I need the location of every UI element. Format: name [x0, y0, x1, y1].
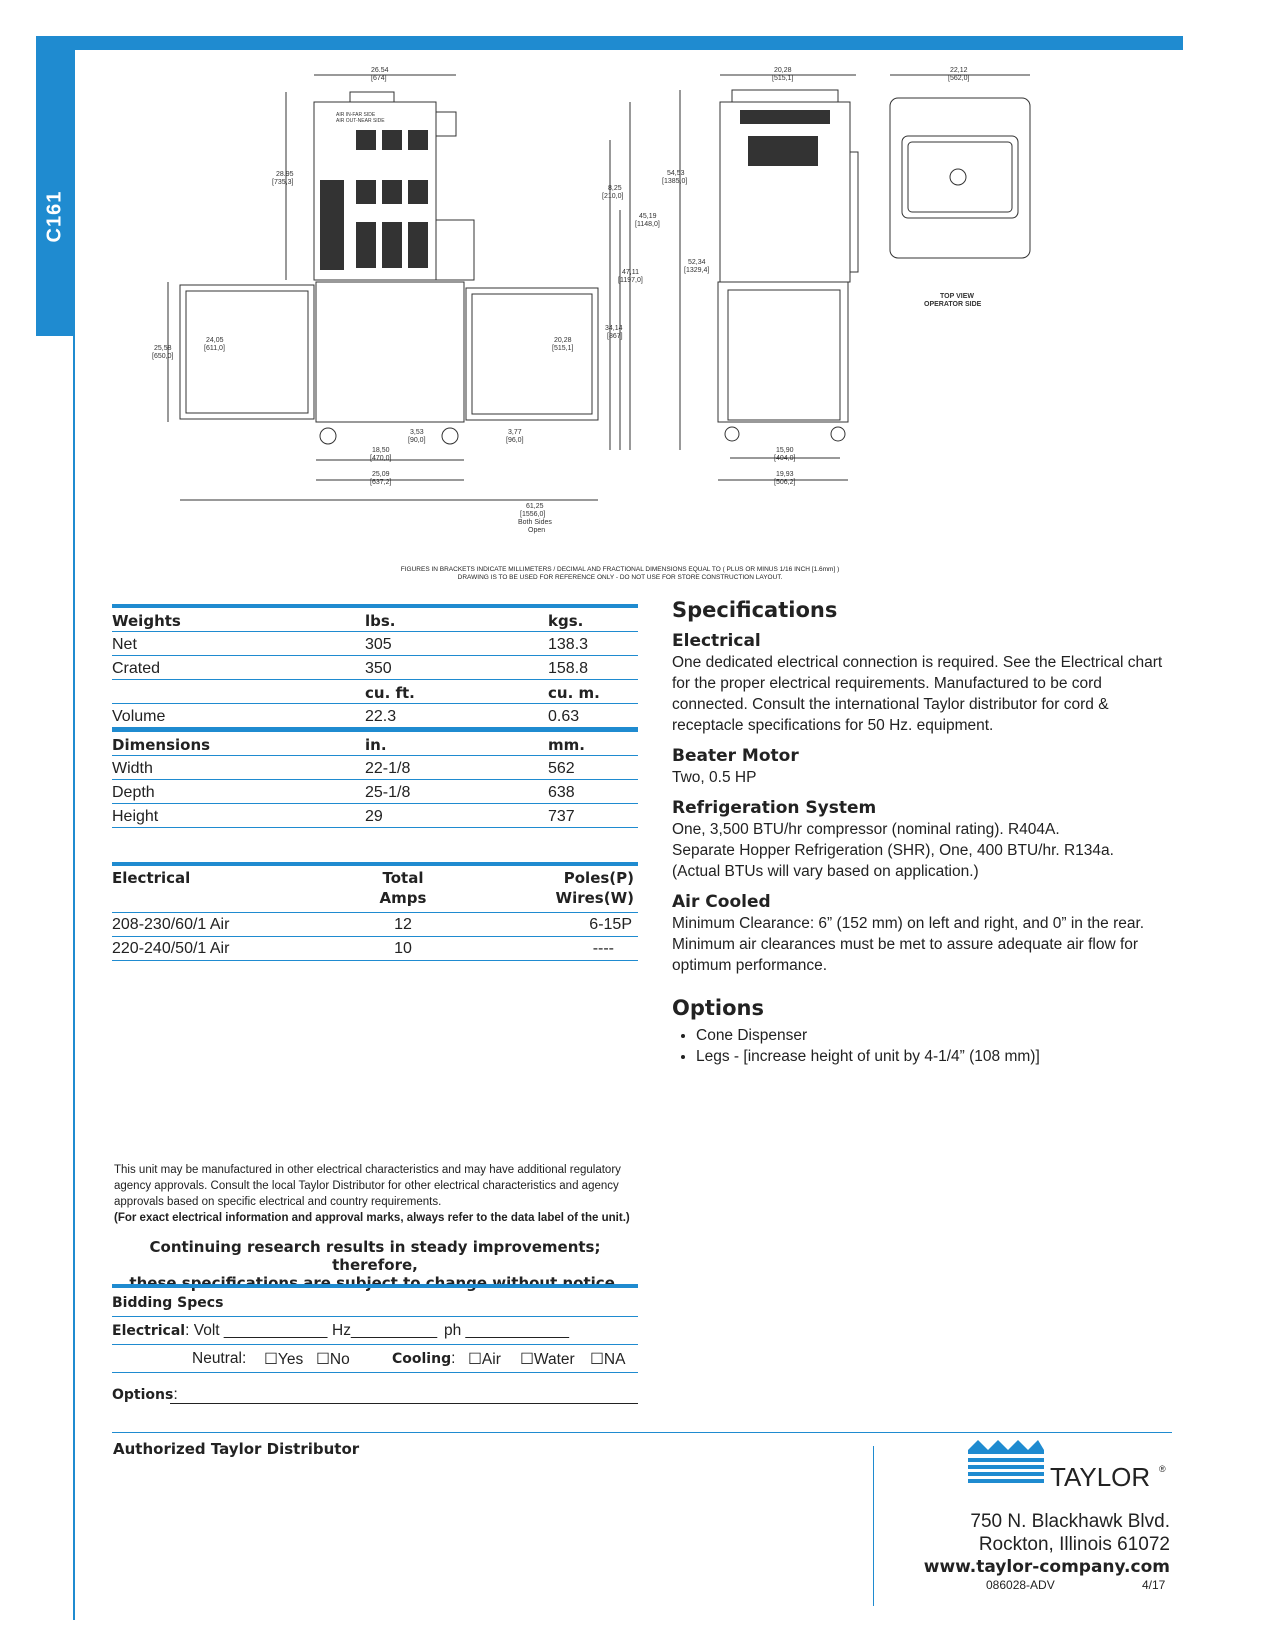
spec-title: Specifications: [672, 598, 838, 622]
svg-text:[1385,0]: [1385,0]: [662, 178, 688, 185]
table-row: Dimensions in. mm.: [112, 728, 638, 756]
document-code: 086028-ADV: [986, 1578, 1055, 1592]
svg-text:[96,0]: [96,0]: [506, 437, 524, 444]
company-address: 750 N. Blackhawk Blvd. Rockton, Illinois 61072 www.taylor-company.com: [900, 1510, 1170, 1579]
list-item: • Legs - [increase height of unit by 4-1/4” (108 mm)]: [696, 1046, 1182, 1067]
table-row: Net 305 138.3: [112, 632, 638, 656]
cooling-na-checkbox[interactable]: ☐NA: [590, 1351, 626, 1368]
options-list: [672, 1025, 1182, 1067]
svg-text:3,77: 3,77: [508, 429, 522, 436]
svg-text:TOP VIEW: TOP VIEW: [940, 293, 974, 300]
list-item: • Cone Dispenser: [696, 1025, 1182, 1046]
svg-text:[210,0]: [210,0]: [602, 193, 624, 200]
svg-text:25,58: 25,58: [154, 345, 172, 352]
svg-text:[1556,0]: [1556,0]: [520, 511, 546, 518]
svg-text:24,05: 24,05: [206, 337, 224, 344]
svg-text:[470,0]: [470,0]: [370, 455, 392, 462]
svg-text:19,93: 19,93: [776, 471, 794, 478]
svg-text:8,25: 8,25: [608, 185, 622, 192]
hz-field[interactable]: Hz__________: [332, 1322, 438, 1339]
svg-text:61,25: 61,25: [526, 503, 544, 510]
svg-text:[650,0]: [650,0]: [152, 353, 174, 360]
svg-text:AIR IN-FAR SIDE: AIR IN-FAR SIDE: [336, 112, 376, 118]
table-row: Width 22-1/8 562: [112, 756, 638, 780]
svg-text:20,28: 20,28: [554, 337, 572, 344]
table-row: Depth 25-1/8 638: [112, 780, 638, 804]
drawing-note: FIGURES IN BRACKETS INDICATE MILLIMETERS / DECIMAL AND FRACTIONAL DIMENSIONS EQUAL TO ( PLUS OR MINUS 1/16 INCH [1.6mm] ) DRAWING IS TO BE USED FOR REFERENCE ONLY - DO NOT USE FOR STORE CONSTRUCTION LAYOUT.: [400, 566, 840, 581]
dim-width-side: 26.54: [371, 67, 389, 74]
svg-text:[735,3]: [735,3]: [272, 179, 294, 186]
svg-text:47,11: 47,11: [622, 269, 639, 276]
left-accent-line: [73, 50, 75, 1620]
svg-text:34,14: 34,14: [605, 325, 623, 332]
table-row: cu. ft. cu. m.: [112, 680, 638, 704]
svg-text:[562,0]: [562,0]: [948, 75, 970, 82]
change-notice: Continuing research results in steady improvements; therefore, these specifications are subject to change without notice.: [129, 1238, 621, 1292]
svg-text:52,34: 52,34: [688, 259, 706, 266]
svg-text:[637,2]: [637,2]: [370, 479, 392, 486]
table-header: Electrical Total Amps Poles(P) Wires(W): [112, 862, 638, 913]
bidding-options-row: Options:: [112, 1379, 638, 1409]
ph-field[interactable]: ph ____________: [444, 1322, 569, 1339]
document-date: 4/17: [1142, 1578, 1166, 1592]
svg-text:45,19: 45,19: [639, 213, 657, 220]
footer-vertical-divider: [873, 1446, 874, 1606]
svg-text:25,09: 25,09: [372, 471, 390, 478]
svg-text:[90,0]: [90,0]: [408, 437, 426, 444]
table-row: Weights lbs. kgs.: [112, 604, 638, 632]
svg-text:[611,0]: [611,0]: [204, 345, 225, 352]
svg-text:[674]: [674]: [371, 75, 387, 82]
cooling-water-checkbox[interactable]: ☐Water: [520, 1351, 575, 1368]
footer-divider: [112, 1432, 1172, 1433]
bidding-neutral-row: Neutral: ☐Yes ☐No Cooling: ☐Air ☐Water ☐NA: [112, 1345, 638, 1373]
svg-text:15,90: 15,90: [776, 447, 794, 454]
svg-text:54,53: 54,53: [667, 170, 685, 177]
bidding-specs: [112, 1284, 638, 1409]
svg-text:[1329,4]: [1329,4]: [684, 267, 710, 274]
bidding-electrical-row: Electrical: Volt ____________ Hz__________ ph ____________: [112, 1317, 638, 1345]
svg-text:[1148,0]: [1148,0]: [635, 221, 660, 228]
side-tab: [36, 36, 75, 336]
svg-text:3,53: 3,53: [410, 429, 424, 436]
cooling-air-checkbox[interactable]: ☐Air: [468, 1351, 501, 1368]
neutral-yes-checkbox[interactable]: ☐Yes: [264, 1351, 304, 1368]
svg-text:[867]: [867]: [607, 333, 623, 340]
svg-text:[515,1]: [515,1]: [552, 345, 574, 352]
specifications: Specifications Electrical One dedicated electrical connection is required. See the Electrical chart for the proper electrical requirements. Manufactured to be cord connected. Consult the international Taylor distributor for cord & receptacle specifications for 50 Hz. equipment. Beater Motor Two, 0.5 HP Refrigeration System One, 3,500 BTU/hr compressor (nominal rating). R404A. Separate Hopper Refrigeration (SHR), One, 400 BTU/hr. R134a. (Actual BTUs will vary based on application.) Air Cooled Minimum Clearance: 6” (152 mm) on left and right, and 0” in the rear. Minimum air clearances must be met to assure adequate air flow for optimum performance. Options • Cone Dispenser • Legs - [increase height of unit by 4-1/4” (108 mm)]: [672, 600, 1182, 1067]
model-label: C161: [43, 190, 66, 243]
svg-text:18,50: 18,50: [372, 447, 390, 454]
svg-text:[404,0]: [404,0]: [774, 455, 796, 462]
weights-table: [112, 604, 638, 828]
neutral-no-checkbox[interactable]: ☐No: [316, 1351, 350, 1368]
bidding-title-row: Bidding Specs: [112, 1288, 638, 1317]
table-row: Height 29 737: [112, 804, 638, 828]
company-website-link[interactable]: www.taylor-company.com: [923, 1557, 1170, 1577]
svg-text:AIR OUT-NEAR SIDE: AIR OUT-NEAR SIDE: [336, 118, 385, 124]
technical-drawing: [150, 60, 1090, 560]
table-row: Crated 350 158.8: [112, 656, 638, 680]
svg-text:20,28: 20,28: [774, 67, 792, 74]
svg-text:[506,2]: [506,2]: [774, 479, 796, 486]
table-row: 220-240/50/1 Air 10 ----: [112, 937, 638, 961]
volt-field[interactable]: : Volt ____________: [185, 1322, 328, 1339]
electrical-table: [112, 862, 638, 961]
electrical-notes: This unit may be manufactured in other electrical characteristics and may have additional regulatory agency approvals. Consult the local Taylor Distributor for other electrical characteristics and agency approvals based on specific electrical and country requirements. (For exact electrical information and approval marks, always refer to the data label of the unit.): [114, 1164, 630, 1224]
options-field[interactable]: [170, 1403, 638, 1404]
table-row: 208-230/60/1 Air 12 6-15P: [112, 913, 638, 937]
svg-text:[1197,0]: [1197,0]: [618, 277, 643, 284]
taylor-crown-icon: [968, 1440, 1048, 1490]
taylor-logo: TAYLOR ®: [968, 1440, 1048, 1495]
svg-text:Open: Open: [528, 527, 546, 534]
svg-text:28.95: 28.95: [276, 171, 294, 178]
svg-text:OPERATOR SIDE: OPERATOR SIDE: [924, 301, 982, 308]
svg-text:[515,1]: [515,1]: [772, 75, 794, 82]
authorized-distributor-label: Authorized Taylor Distributor: [113, 1440, 360, 1458]
svg-text:22,12: 22,12: [950, 67, 968, 74]
table-row: Volume 22.3 0.63: [112, 704, 638, 728]
svg-text:Both Sides: Both Sides: [518, 519, 552, 526]
top-accent-bar: [36, 36, 1183, 50]
